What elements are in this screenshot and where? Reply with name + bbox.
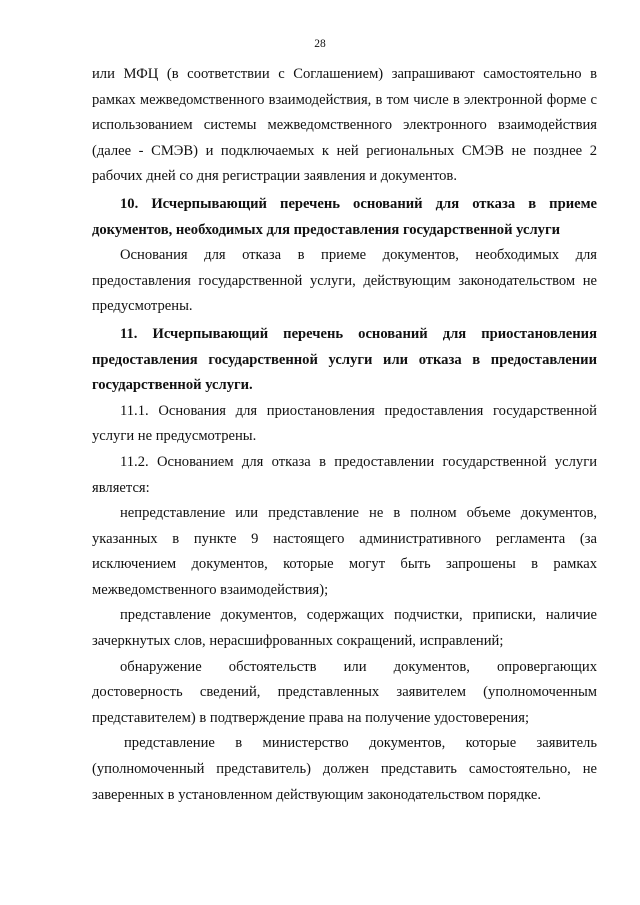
paragraph-refusal-grounds: Основания для отказа в приеме документов, необходимых для предоставления государственной услуги, действующим законодательством не предусмотрены. — [92, 247, 597, 315]
list-item-corrections: представление документов, содержащих подчистки, приписки, наличие зачеркнутых слов, нерасшифрованных сокращений, исправлений; — [92, 607, 597, 650]
list-item-incomplete-documents: непредставление или представление не в полном объеме документов, указанных в пункте 9 настоящего административного регламента (за исключением документов, которые могут быть запрошены в рамках межведомственного взаимодействия); — [92, 505, 597, 598]
list-item-uncertified-documents: представление в министерство документов, которые заявитель (уполномоченный представитель) должен представить самостоятельно, не заверенных в установленном действующим законодательством порядке. — [92, 735, 597, 803]
document-body — [92, 62, 597, 808]
paragraph-continuation: или МФЦ (в соответствии с Соглашением) запрашивают самостоятельно в рамках межведомственного взаимодействия, в том числе в электронной форме с использованием системы межведомственного электронного взаимодействия (далее - СМЭВ) и подключаемых к ней региональных СМЭВ не позднее 2 рабочих дней со дня регистрации заявления и документов. — [92, 66, 597, 185]
section-heading-10: 10. Исчерпывающий перечень оснований для отказа в приеме документов, необходимых для предоставления государственной услуги — [92, 195, 597, 238]
page-number: 28 — [314, 38, 326, 50]
section-heading-11: 11. Исчерпывающий перечень оснований для приостановления предоставления государственной услуги или отказа в предоставлении государственной услуги. — [92, 325, 597, 394]
paragraph-11-2: 11.2. Основанием для отказа в предоставлении государственной услуги является: — [92, 453, 597, 496]
list-item-false-information: обнаружение обстоятельств или документов, опровергающих достоверность сведений, представленных заявителем (уполномоченным представителем) в подтверждение права на получение удостоверения; — [92, 658, 597, 726]
paragraph-11-1: 11.1. Основания для приостановления предоставления государственной услуги не предусмотрены. — [92, 402, 597, 445]
